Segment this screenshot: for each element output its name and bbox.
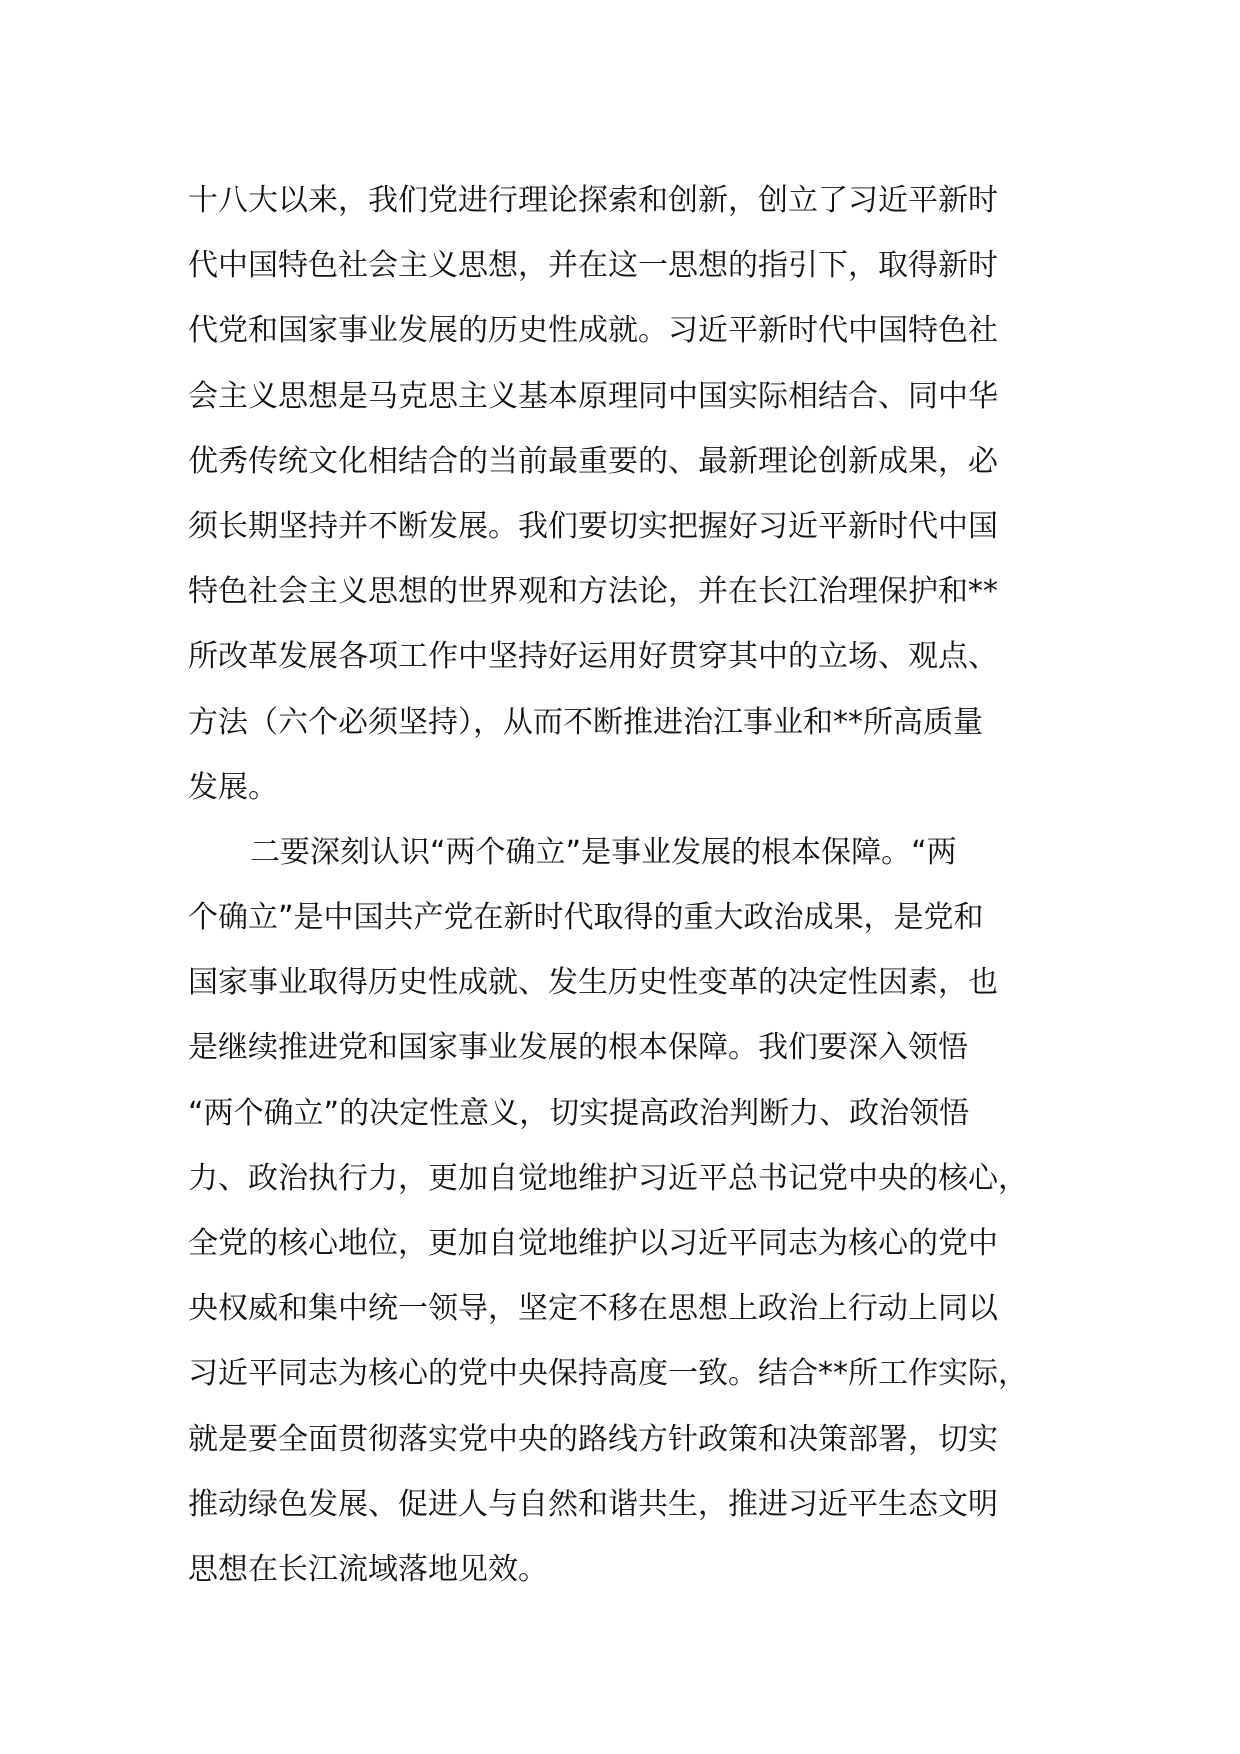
text-line: 发展。	[188, 769, 278, 805]
text-line: 力、政治执行力，更加自觉地维护习近平总书记党中央的核心，	[188, 1160, 1028, 1196]
text-line: 央权威和集中统一领导，坚定不移在思想上政治上行动上同以	[188, 1291, 998, 1327]
text-line: 推动绿色发展、促进人与自然和谐共生，推进习近平生态文明	[188, 1486, 998, 1522]
text-line: 方法（六个必须坚持），从而不断推进治江事业和**所高质量	[188, 704, 983, 740]
text-line: 是继续推进党和国家事业发展的根本保障。我们要深入领悟	[188, 1030, 968, 1066]
text-line: 个确立”是中国共产党在新时代取得的重大政治成果，是党和	[188, 900, 984, 936]
text-line: 代党和国家事业发展的历史性成就。习近平新时代中国特色社	[188, 313, 998, 349]
text-line-indented: 二要深刻认识“两个确立”是事业发展的根本保障。“两	[250, 834, 957, 870]
text-line: 全党的核心地位，更加自觉地维护以习近平同志为核心的党中	[188, 1226, 998, 1261]
text-line: 会主义思想是马克思主义基本原理同中国实际相结合、同中华	[188, 378, 998, 414]
text-line: 特色社会主义思想的世界观和方法论，并在长江治理保护和**	[188, 574, 998, 610]
text-line: 就是要全面贯彻落实党中央的路线方针政策和决策部署，切实	[188, 1421, 998, 1457]
document-body	[188, 168, 1088, 1602]
paragraph-2	[188, 820, 1088, 1602]
text-line: 习近平同志为核心的党中央保持高度一致。结合**所工作实际，	[188, 1356, 1028, 1392]
text-line: “两个确立”的决定性意义，切实提高政治判断力、政治领悟	[188, 1095, 970, 1131]
text-line: 国家事业取得历史性成就、发生历史性变革的决定性因素，也	[188, 965, 998, 1001]
text-line: 优秀传统文化相结合的当前最重要的、最新理论创新成果，必	[188, 443, 998, 479]
text-line: 思想在长江流域落地见效。	[188, 1551, 548, 1587]
text-line: 须长期坚持并不断发展。我们要切实把握好习近平新时代中国	[188, 508, 998, 544]
text-line: 所改革发展各项工作中坚持好运用好贯穿其中的立场、观点、	[188, 639, 998, 675]
text-line: 十八大以来，我们党进行理论探索和创新，创立了习近平新时	[188, 183, 998, 218]
paragraph-1	[188, 168, 1088, 820]
text-line: 代中国特色社会主义思想，并在这一思想的指引下，取得新时	[188, 248, 998, 284]
